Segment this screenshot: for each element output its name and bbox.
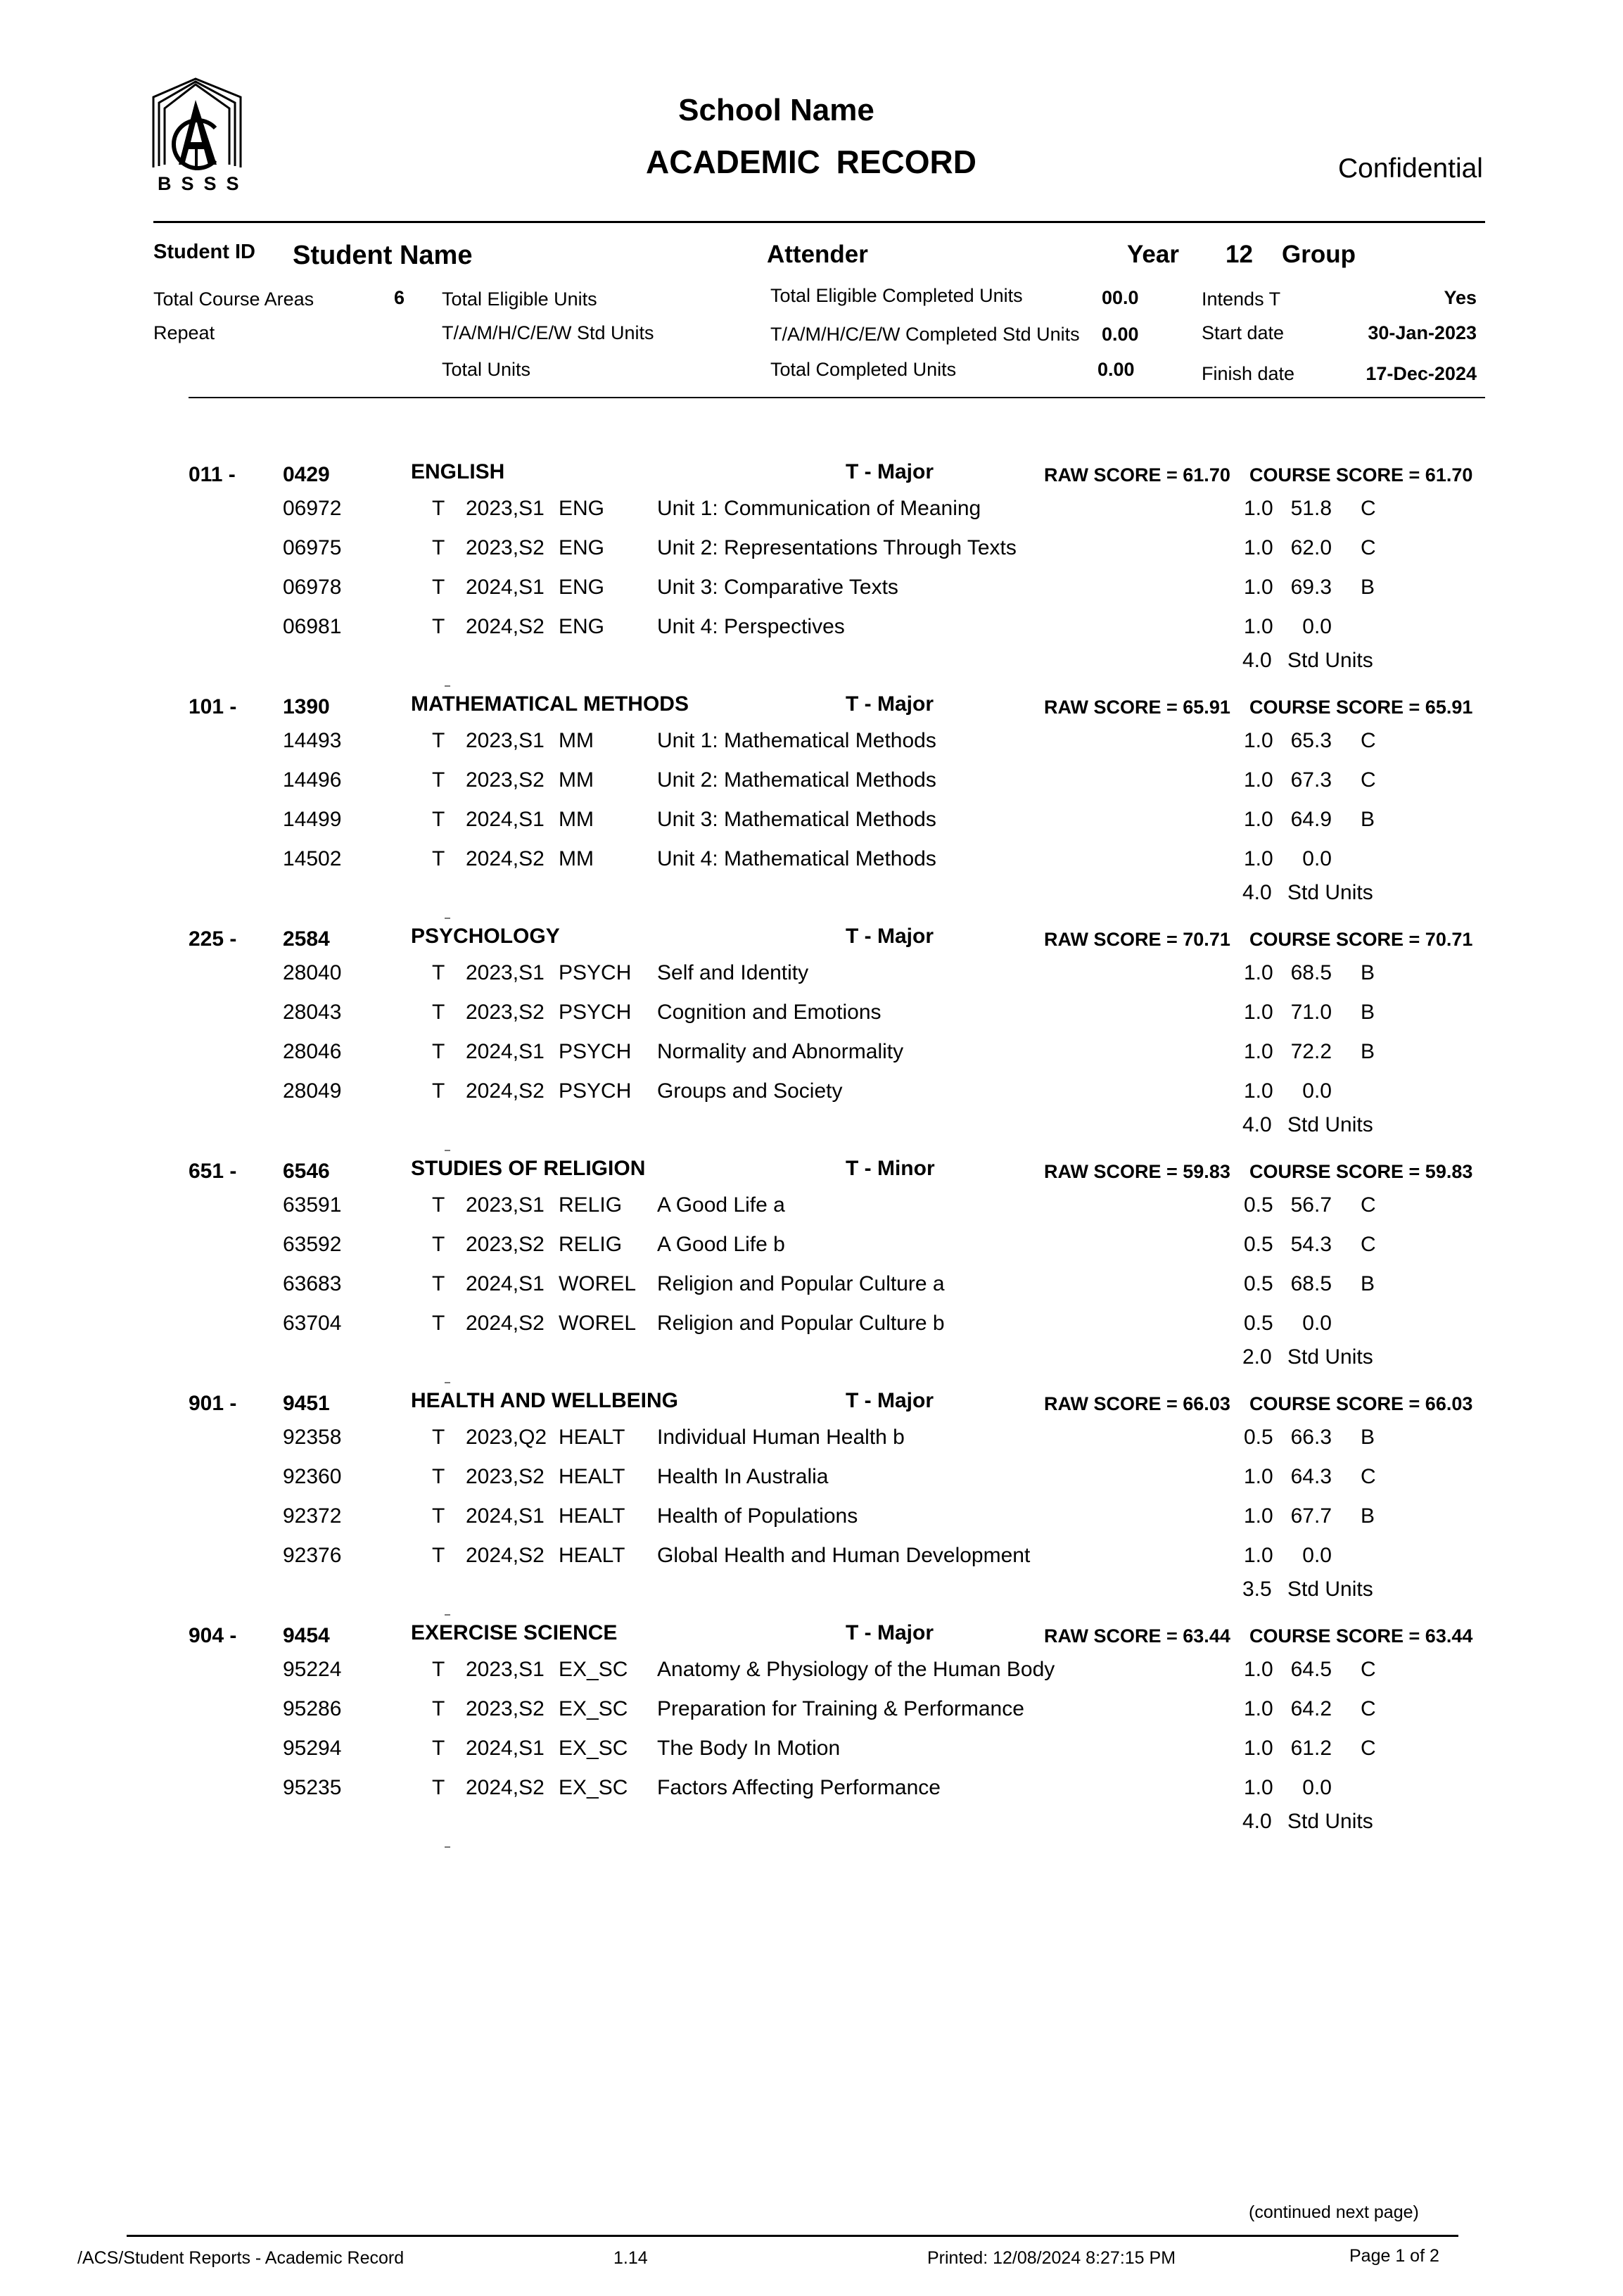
total-std-units-value: 3.5 <box>1242 1578 1272 1601</box>
unit-term: 2023,S1 <box>466 961 545 984</box>
course-type: T - Major <box>846 925 934 948</box>
unit-title: Self and Identity <box>657 961 809 984</box>
unit-grade: C <box>1361 1233 1376 1256</box>
unit-score: 65.3 <box>1290 729 1332 752</box>
total-course-areas-value: 6 <box>394 287 405 308</box>
unit-grade: B <box>1361 1272 1375 1295</box>
unit-type: T <box>432 1426 445 1449</box>
total-std-units-label: Std Units <box>1287 1113 1373 1136</box>
unit-title: Religion and Popular Culture b <box>657 1312 945 1335</box>
course-code: 2584 <box>283 927 330 951</box>
std-units-label: T/A/M/H/C/E/W Std Units <box>442 322 654 343</box>
year-label: Year <box>1127 241 1179 268</box>
unit-term: 2023,S2 <box>466 1697 545 1720</box>
unit-value: 1.0 <box>1244 768 1273 792</box>
course-name: EXERCISE SCIENCE <box>411 1621 618 1644</box>
unit-subject: MM <box>559 768 594 792</box>
unit-id: 92360 <box>283 1465 342 1488</box>
unit-value: 1.0 <box>1244 1737 1273 1760</box>
unit-title: Factors Affecting Performance <box>657 1776 941 1799</box>
section-separator-mark <box>445 918 450 919</box>
unit-value: 1.0 <box>1244 1658 1273 1681</box>
raw-score: RAW SCORE = 66.03 <box>1044 1393 1230 1414</box>
course-code: 9451 <box>283 1392 330 1415</box>
unit-id: 28043 <box>283 1001 342 1024</box>
raw-score: RAW SCORE = 59.83 <box>1044 1161 1230 1182</box>
unit-title: A Good Life a <box>657 1193 785 1217</box>
unit-title: Health In Australia <box>657 1465 829 1488</box>
unit-id: 92372 <box>283 1504 342 1528</box>
section-separator-mark <box>445 1382 450 1383</box>
unit-type: T <box>432 808 445 831</box>
section-separator-mark <box>445 1614 450 1616</box>
unit-score: 72.2 <box>1290 1040 1332 1063</box>
unit-grade: C <box>1361 1193 1376 1217</box>
course-code: 6546 <box>283 1160 330 1183</box>
unit-id: 28049 <box>283 1079 342 1103</box>
unit-subject: ENG <box>559 536 605 559</box>
unit-value: 1.0 <box>1244 1001 1273 1024</box>
unit-type: T <box>432 576 445 599</box>
unit-term: 2024,S2 <box>466 847 545 870</box>
unit-type: T <box>432 615 445 638</box>
unit-type: T <box>432 1001 445 1024</box>
unit-subject: HEALT <box>559 1504 625 1528</box>
unit-type: T <box>432 1544 445 1567</box>
unit-score: 64.5 <box>1290 1658 1332 1681</box>
unit-grade: B <box>1361 576 1375 599</box>
raw-score: RAW SCORE = 63.44 <box>1044 1625 1230 1647</box>
unit-grade: C <box>1361 1697 1376 1720</box>
total-completed-value: 0.00 <box>1097 359 1135 380</box>
unit-title: Unit 1: Mathematical Methods <box>657 729 936 752</box>
unit-score: 67.3 <box>1290 768 1332 792</box>
unit-type: T <box>432 768 445 792</box>
total-std-units-label: Std Units <box>1287 1578 1373 1601</box>
unit-grade: C <box>1361 497 1376 520</box>
unit-subject: PSYCH <box>559 1040 632 1063</box>
unit-term: 2024,S2 <box>466 1544 545 1567</box>
section-separator-mark <box>445 1846 450 1848</box>
total-std-units-label: Std Units <box>1287 881 1373 904</box>
unit-term: 2023,S1 <box>466 497 545 520</box>
unit-score: 64.2 <box>1290 1697 1332 1720</box>
unit-subject: ENG <box>559 576 605 599</box>
unit-id: 95286 <box>283 1697 342 1720</box>
unit-title: A Good Life b <box>657 1233 785 1256</box>
unit-subject: HEALT <box>559 1426 625 1449</box>
total-eligible-completed-value: 00.0 <box>1102 287 1139 308</box>
continued-note: (continued next page) <box>1249 2202 1419 2222</box>
intends-label: Intends T <box>1202 288 1281 310</box>
course-score: COURSE SCORE = 59.83 <box>1249 1161 1473 1182</box>
unit-term: 2023,S1 <box>466 729 545 752</box>
course-name: PSYCHOLOGY <box>411 925 560 948</box>
unit-value: 1.0 <box>1244 615 1273 638</box>
unit-value: 1.0 <box>1244 576 1273 599</box>
unit-title: Groups and Society <box>657 1079 843 1103</box>
unit-subject: HEALT <box>559 1465 625 1488</box>
unit-score: 51.8 <box>1290 497 1332 520</box>
unit-title: Global Health and Human Development <box>657 1544 1031 1567</box>
unit-id: 95235 <box>283 1776 342 1799</box>
total-std-units-value: 4.0 <box>1242 881 1272 904</box>
unit-score: 64.9 <box>1290 808 1332 831</box>
total-std-units-value: 4.0 <box>1242 649 1272 672</box>
unit-grade: B <box>1361 1001 1375 1024</box>
unit-score: 71.0 <box>1290 1001 1332 1024</box>
unit-term: 2023,S1 <box>466 1658 545 1681</box>
completed-std-units-value: 0.00 <box>1102 324 1139 345</box>
unit-id: 63592 <box>283 1233 342 1256</box>
unit-term: 2023,S1 <box>466 1193 545 1217</box>
course-area-code: 101 - <box>189 695 237 718</box>
school-name-text: School Name <box>678 93 874 127</box>
unit-subject: EX_SC <box>559 1737 628 1760</box>
raw-score: RAW SCORE = 70.71 <box>1044 929 1230 950</box>
unit-term: 2024,S2 <box>466 1312 545 1335</box>
unit-title: Unit 4: Mathematical Methods <box>657 847 936 870</box>
unit-title: Unit 4: Perspectives <box>657 615 845 638</box>
unit-id: 92358 <box>283 1426 342 1449</box>
unit-value: 1.0 <box>1244 808 1273 831</box>
page-title: ACADEMIC RECORD <box>646 144 976 180</box>
unit-value: 1.0 <box>1244 1544 1273 1567</box>
unit-subject: RELIG <box>559 1233 623 1256</box>
course-area-code: 904 - <box>189 1624 237 1647</box>
unit-score: 0.0 <box>1302 1544 1332 1567</box>
unit-score: 0.0 <box>1302 847 1332 870</box>
unit-score: 68.5 <box>1290 1272 1332 1295</box>
course-type: T - Minor <box>846 1157 935 1180</box>
course-name: STUDIES OF RELIGION <box>411 1157 646 1180</box>
unit-value: 1.0 <box>1244 1079 1273 1103</box>
unit-title: Normality and Abnormality <box>657 1040 904 1063</box>
course-area-code: 651 - <box>189 1160 237 1183</box>
raw-score: RAW SCORE = 65.91 <box>1044 697 1230 718</box>
unit-type: T <box>432 1312 445 1335</box>
unit-type: T <box>432 961 445 984</box>
unit-value: 0.5 <box>1244 1193 1273 1217</box>
intends-value: Yes <box>1444 287 1477 308</box>
course-code: 1390 <box>283 695 330 718</box>
unit-term: 2024,S1 <box>466 1272 545 1295</box>
unit-subject: EX_SC <box>559 1658 628 1681</box>
unit-type: T <box>432 1697 445 1720</box>
course-score: COURSE SCORE = 61.70 <box>1249 464 1473 486</box>
confidential-label: Confidential <box>1338 153 1483 184</box>
unit-value: 1.0 <box>1244 847 1273 870</box>
unit-title: Unit 3: Comparative Texts <box>657 576 898 599</box>
course-type: T - Major <box>846 460 934 483</box>
unit-value: 1.0 <box>1244 1504 1273 1528</box>
unit-id: 06978 <box>283 576 342 599</box>
total-std-units-value: 4.0 <box>1242 1810 1272 1833</box>
unit-type: T <box>432 1465 445 1488</box>
unit-grade: B <box>1361 808 1375 831</box>
section-separator-mark <box>445 685 450 687</box>
unit-score: 0.0 <box>1302 615 1332 638</box>
printed-timestamp: Printed: 12/08/2024 8:27:15 PM <box>927 2248 1176 2268</box>
unit-id: 63591 <box>283 1193 342 1217</box>
unit-title: Preparation for Training & Performance <box>657 1697 1024 1720</box>
unit-id: 95224 <box>283 1658 342 1681</box>
unit-id: 14502 <box>283 847 342 870</box>
course-type: T - Major <box>846 1389 934 1412</box>
unit-subject: RELIG <box>559 1193 623 1217</box>
unit-term: 2024,S1 <box>466 576 545 599</box>
course-name: MATHEMATICAL METHODS <box>411 692 689 716</box>
total-course-areas-label: Total Course Areas <box>153 288 314 310</box>
unit-id: 63683 <box>283 1272 342 1295</box>
unit-term: 2023,S2 <box>466 1465 545 1488</box>
attender-label: Attender <box>767 241 868 268</box>
unit-score: 67.7 <box>1290 1504 1332 1528</box>
unit-subject: WOREL <box>559 1272 637 1295</box>
unit-term: 2024,S1 <box>466 1504 545 1528</box>
course-name: ENGLISH <box>411 460 505 483</box>
unit-type: T <box>432 1272 445 1295</box>
raw-score: RAW SCORE = 61.70 <box>1044 464 1230 486</box>
unit-type: T <box>432 847 445 870</box>
unit-score: 62.0 <box>1290 536 1332 559</box>
unit-grade: B <box>1361 1040 1375 1063</box>
unit-value: 1.0 <box>1244 1776 1273 1799</box>
unit-term: 2023,S2 <box>466 536 545 559</box>
unit-id: 14493 <box>283 729 342 752</box>
unit-score: 68.5 <box>1290 961 1332 984</box>
unit-subject: ENG <box>559 615 605 638</box>
unit-grade: C <box>1361 1658 1376 1681</box>
finish-date-label: Finish date <box>1202 363 1295 384</box>
unit-title: Cognition and Emotions <box>657 1001 881 1024</box>
report-path: /ACS/Student Reports - Academic Record <box>77 2248 405 2268</box>
unit-grade: C <box>1361 1737 1376 1760</box>
course-name: HEALTH AND WELLBEING <box>411 1389 678 1412</box>
unit-term: 2024,S2 <box>466 1079 545 1103</box>
unit-score: 0.0 <box>1302 1312 1332 1335</box>
course-area-code: 011 - <box>189 463 236 486</box>
unit-term: 2024,S1 <box>466 1737 545 1760</box>
unit-value: 0.5 <box>1244 1426 1273 1449</box>
total-std-units-label: Std Units <box>1287 1345 1373 1369</box>
unit-score: 0.0 <box>1302 1079 1332 1103</box>
total-completed-label: Total Completed Units <box>770 359 957 380</box>
unit-id: 28046 <box>283 1040 342 1063</box>
course-type: T - Major <box>846 692 934 716</box>
unit-value: 1.0 <box>1244 497 1273 520</box>
course-score: COURSE SCORE = 65.91 <box>1249 697 1473 718</box>
school-name <box>0 93 1623 128</box>
unit-title: Health of Populations <box>657 1504 858 1528</box>
unit-subject: PSYCH <box>559 1079 632 1103</box>
unit-score: 66.3 <box>1290 1426 1332 1449</box>
unit-score: 64.3 <box>1290 1465 1332 1488</box>
unit-grade: C <box>1361 536 1376 559</box>
unit-title: Religion and Popular Culture a <box>657 1272 945 1295</box>
course-type: T - Major <box>846 1621 934 1644</box>
unit-subject: PSYCH <box>559 1001 632 1024</box>
unit-type: T <box>432 1040 445 1063</box>
unit-term: 2023,Q2 <box>466 1426 547 1449</box>
unit-grade: C <box>1361 768 1376 792</box>
course-code: 9454 <box>283 1624 330 1647</box>
unit-value: 1.0 <box>1244 1697 1273 1720</box>
unit-term: 2023,S2 <box>466 1001 545 1024</box>
unit-id: 06975 <box>283 536 342 559</box>
total-std-units-value: 2.0 <box>1242 1345 1272 1369</box>
unit-value: 0.5 <box>1244 1312 1273 1335</box>
unit-subject: EX_SC <box>559 1776 628 1799</box>
unit-value: 1.0 <box>1244 961 1273 984</box>
page-number: Page 1 of 2 <box>1349 2246 1439 2266</box>
unit-type: T <box>432 1737 445 1760</box>
unit-subject: HEALT <box>559 1544 625 1567</box>
unit-id: 06972 <box>283 497 342 520</box>
unit-subject: MM <box>559 847 594 870</box>
unit-type: T <box>432 1233 445 1256</box>
total-eligible-completed-label: Total Eligible Completed Units <box>770 285 1023 306</box>
student-id-label: Student ID <box>153 241 255 263</box>
unit-id: 95294 <box>283 1737 342 1760</box>
start-date-label: Start date <box>1202 322 1285 343</box>
course-code: 0429 <box>283 463 330 486</box>
unit-subject: MM <box>559 808 594 831</box>
report-version: 1.14 <box>613 2248 648 2268</box>
unit-title: Unit 2: Representations Through Texts <box>657 536 1017 559</box>
unit-type: T <box>432 1079 445 1103</box>
unit-term: 2023,S2 <box>466 1233 545 1256</box>
unit-subject: ENG <box>559 497 605 520</box>
unit-title: Anatomy & Physiology of the Human Body <box>657 1658 1055 1681</box>
total-std-units-label: Std Units <box>1287 1810 1373 1833</box>
unit-value: 0.5 <box>1244 1233 1273 1256</box>
unit-title: Individual Human Health b <box>657 1426 905 1449</box>
unit-grade: B <box>1361 1504 1375 1528</box>
unit-subject: MM <box>559 729 594 752</box>
student-name: Student Name <box>293 241 473 270</box>
unit-type: T <box>432 1504 445 1528</box>
unit-subject: EX_SC <box>559 1697 628 1720</box>
unit-grade: B <box>1361 961 1375 984</box>
logo-text: BSSS <box>158 173 249 194</box>
unit-value: 1.0 <box>1244 536 1273 559</box>
unit-value: 0.5 <box>1244 1272 1273 1295</box>
total-eligible-units-label: Total Eligible Units <box>442 288 597 310</box>
unit-id: 14499 <box>283 808 342 831</box>
start-date-value: 30-Jan-2023 <box>1368 322 1477 343</box>
unit-type: T <box>432 1658 445 1681</box>
header-divider <box>153 221 1485 223</box>
total-std-units-value: 4.0 <box>1242 1113 1272 1136</box>
unit-score: 69.3 <box>1290 576 1332 599</box>
section-separator-mark <box>445 1150 450 1151</box>
unit-type: T <box>432 497 445 520</box>
total-units-label: Total Units <box>442 359 531 380</box>
course-score: COURSE SCORE = 66.03 <box>1249 1393 1473 1414</box>
unit-term: 2024,S1 <box>466 808 545 831</box>
total-std-units-label: Std Units <box>1287 649 1373 672</box>
unit-title: Unit 1: Communication of Meaning <box>657 497 981 520</box>
unit-grade: C <box>1361 1465 1376 1488</box>
unit-term: 2023,S2 <box>466 768 545 792</box>
unit-type: T <box>432 1193 445 1217</box>
year-value: 12 <box>1226 241 1253 268</box>
group-label: Group <box>1282 241 1356 268</box>
course-score: COURSE SCORE = 70.71 <box>1249 929 1473 950</box>
unit-term: 2024,S1 <box>466 1040 545 1063</box>
unit-value: 1.0 <box>1244 729 1273 752</box>
unit-value: 1.0 <box>1244 1040 1273 1063</box>
unit-score: 61.2 <box>1290 1737 1332 1760</box>
unit-id: 63704 <box>283 1312 342 1335</box>
unit-subject: PSYCH <box>559 961 632 984</box>
unit-title: Unit 3: Mathematical Methods <box>657 808 936 831</box>
unit-type: T <box>432 729 445 752</box>
student-info-divider <box>189 397 1485 398</box>
finish-date-value: 17-Dec-2024 <box>1366 363 1477 384</box>
unit-id: 92376 <box>283 1544 342 1567</box>
unit-id: 14496 <box>283 768 342 792</box>
completed-std-units-label: T/A/M/H/C/E/W Completed Std Units <box>770 324 1080 345</box>
course-area-code: 901 - <box>189 1392 237 1415</box>
unit-id: 28040 <box>283 961 342 984</box>
unit-type: T <box>432 1776 445 1799</box>
unit-score: 56.7 <box>1290 1193 1332 1217</box>
repeat-label: Repeat <box>153 322 215 343</box>
unit-grade: C <box>1361 729 1376 752</box>
course-area-code: 225 - <box>189 927 237 951</box>
unit-value: 1.0 <box>1244 1465 1273 1488</box>
unit-subject: WOREL <box>559 1312 637 1335</box>
unit-term: 2024,S2 <box>466 615 545 638</box>
unit-title: Unit 2: Mathematical Methods <box>657 768 936 792</box>
unit-score: 0.0 <box>1302 1776 1332 1799</box>
unit-id: 06981 <box>283 615 342 638</box>
unit-score: 54.3 <box>1290 1233 1332 1256</box>
unit-title: The Body In Motion <box>657 1737 841 1760</box>
unit-type: T <box>432 536 445 559</box>
footer-divider <box>127 2235 1458 2237</box>
course-score: COURSE SCORE = 63.44 <box>1249 1625 1473 1647</box>
unit-term: 2024,S2 <box>466 1776 545 1799</box>
unit-grade: B <box>1361 1426 1375 1449</box>
